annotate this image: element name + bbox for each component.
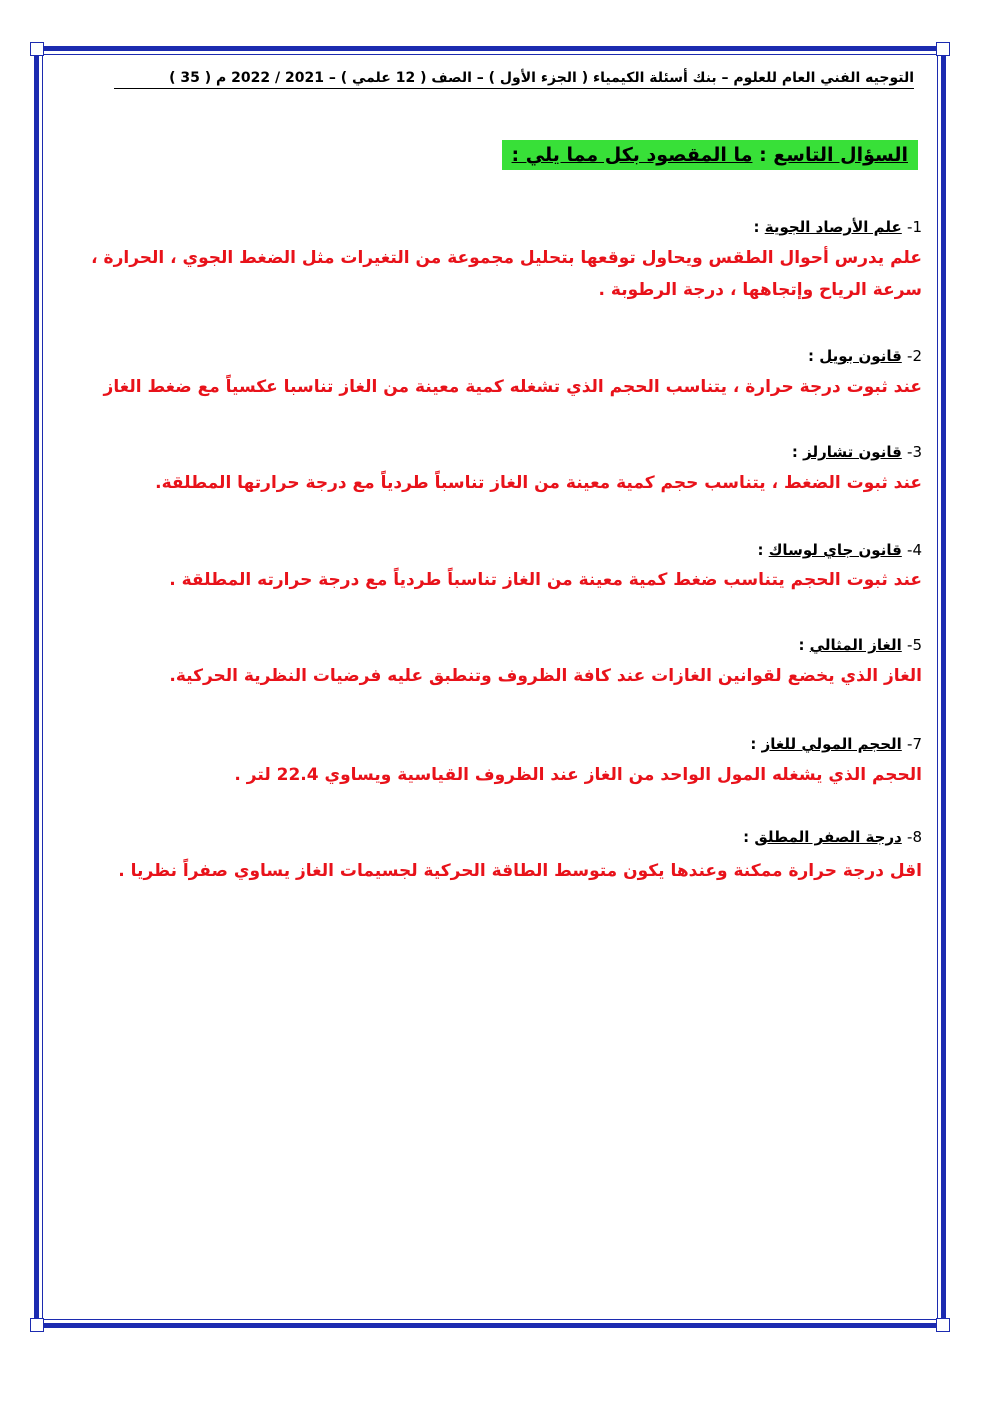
- question-subtitle: ما المقصود بكل مما يلي :: [511, 144, 753, 166]
- term-definition: [118, 855, 922, 887]
- term-definition: [169, 660, 922, 692]
- term-number: 3-: [907, 443, 922, 461]
- term-number: 1-: [907, 218, 922, 236]
- term-colon: :: [798, 636, 805, 654]
- definition-line: الغاز الذي يخضع لقوانين الغازات عند كافة الظروف وتنطبق عليه فرضيات النظرية الحركية.: [169, 666, 922, 686]
- definition-line: عند ثبوت الحجم يتناسب ضغط كمية معينة من الغاز تناسباً طردياً مع درجة حرارته المطلقة .: [169, 570, 922, 590]
- definition-line: اقل درجة حرارة ممكنة وعندها يكون متوسط الطاقة الحركية لجسيمات الغاز يساوي صفراً نظريا .: [118, 861, 922, 881]
- term-colon: :: [743, 828, 750, 846]
- term-name: قانون جاي لوساك: [768, 541, 902, 559]
- border-corner-bottom-left: [30, 1318, 44, 1332]
- question-separator: :: [752, 144, 774, 166]
- definition-line: عند ثبوت درجة حرارة ، يتناسب الحجم الذي تشغله كمية معينة من الغاز تناسبا عكسياً مع ضغط الغاز: [103, 377, 922, 397]
- border-corner-top-right: [936, 42, 950, 56]
- term-definition: [234, 759, 922, 791]
- question-title: [502, 140, 918, 170]
- definition-line: علم يدرس أحوال الطقس ويحاول توقعها بتحليل مجموعة من التغيرات مثل الضغط الجوي ، الحرارة ،: [91, 248, 922, 268]
- term-colon: :: [753, 218, 760, 236]
- term-number: 7-: [907, 735, 922, 753]
- definition-line: سرعة الرياح وإتجاهها ، درجة الرطوبة .: [598, 280, 922, 300]
- border-corner-top-left: [30, 42, 44, 56]
- term-number: 4-: [907, 541, 922, 559]
- term-colon: :: [750, 735, 757, 753]
- term-heading: [808, 347, 922, 365]
- term-heading: [753, 218, 922, 236]
- term-name: قانون بويل: [819, 347, 902, 365]
- term-heading: [792, 443, 922, 461]
- term-colon: :: [757, 541, 764, 559]
- term-number: 8-: [907, 828, 922, 846]
- term-name: الغاز المثالي: [809, 636, 902, 654]
- term-definition: [169, 564, 922, 596]
- term-heading: [743, 828, 922, 846]
- term-heading: [750, 735, 922, 753]
- definition-line: عند ثبوت الضغط ، يتناسب حجم كمية معينة من الغاز تناسباً طردياً مع درجة حرارتها المطلقة.: [155, 473, 922, 493]
- term-number: 5-: [907, 636, 922, 654]
- question-number-label: السؤال التاسع: [773, 144, 908, 166]
- term-name: الحجم المولي للغاز: [761, 735, 902, 753]
- term-definition: [155, 467, 922, 499]
- term-definition: [104, 371, 922, 403]
- term-colon: :: [807, 347, 814, 365]
- border-corner-bottom-right: [936, 1318, 950, 1332]
- term-name: قانون تشارلز: [803, 443, 902, 461]
- term-name: علم الأرصاد الجوية: [764, 218, 902, 236]
- page-header: التوجيه الفني العام للعلوم – بنك أسئلة الكيمياء ( الجزء الأول ) – الصف ( 12 علمي ) – 2021 / 2022 م ( 35 ): [114, 70, 914, 89]
- term-colon: :: [791, 443, 798, 461]
- term-heading: [757, 541, 922, 559]
- term-definition: [91, 242, 922, 306]
- term-number: 2-: [907, 347, 922, 365]
- definition-line: الحجم الذي يشغله المول الواحد من الغاز عند الظروف القياسية ويساوي 22.4 لتر .: [234, 765, 922, 785]
- term-name: درجة الصفر المطلق: [754, 828, 902, 846]
- term-heading: [798, 636, 922, 654]
